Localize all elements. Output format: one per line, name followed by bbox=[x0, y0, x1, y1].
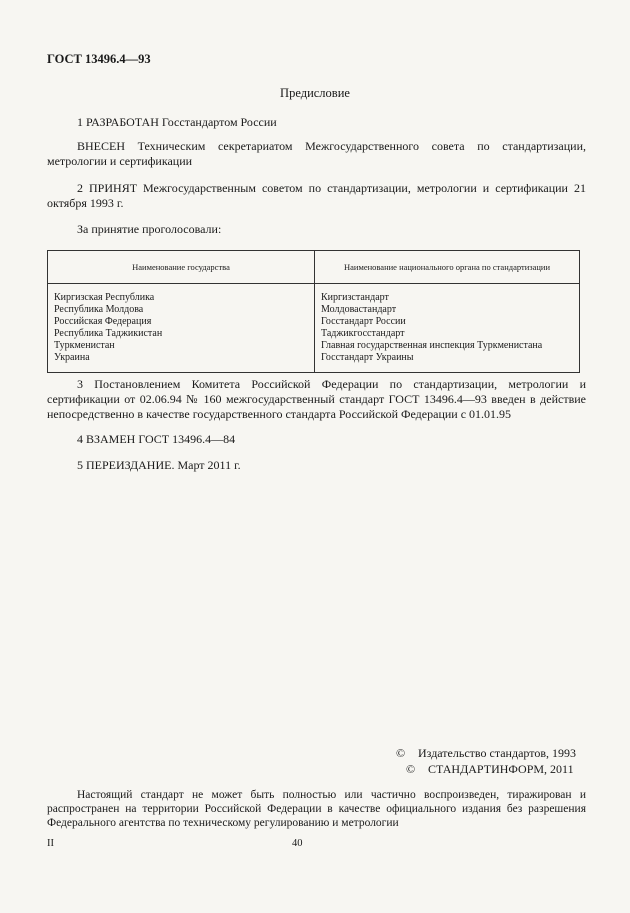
table-row bbox=[48, 284, 580, 373]
list-item: Главная государственная инспекция Туркменистана bbox=[321, 340, 543, 351]
paragraph-developed: 1 РАЗРАБОТАН Госстандартом России bbox=[77, 115, 277, 129]
list-item: Таджикгосстандарт bbox=[321, 328, 405, 339]
copyright-publisher-2011: СТАНДАРТИНФОРМ, 2011 bbox=[428, 762, 574, 776]
page-roman-number: II bbox=[47, 838, 54, 849]
list-item: Республика Молдова bbox=[54, 304, 144, 315]
list-item: Украина bbox=[54, 352, 90, 363]
list-item: Киргизская Республика bbox=[54, 292, 155, 303]
copyright-publisher-1993: Издательство стандартов, 1993 bbox=[418, 746, 576, 760]
document-code: ГОСТ 13496.4—93 bbox=[47, 52, 151, 66]
copyright-icon: © bbox=[396, 746, 406, 760]
bodies-column bbox=[315, 284, 580, 373]
votes-table bbox=[47, 250, 580, 373]
list-item: Республика Таджикистан bbox=[54, 328, 163, 339]
states-column bbox=[48, 284, 315, 373]
paragraph-reissue: 5 ПЕРЕИЗДАНИЕ. Март 2011 г. bbox=[77, 458, 241, 472]
table-header-state: Наименование государства bbox=[48, 251, 315, 284]
paragraph-introduced: ВНЕСЕН Техническим секретариатом Межгосударственного совета по стандартизации, метрологии и сертификации bbox=[47, 139, 586, 168]
page-number: 40 bbox=[292, 838, 303, 849]
list-item: Киргизстандарт bbox=[321, 292, 389, 303]
list-item: Госстандарт Украины bbox=[321, 352, 414, 363]
paragraph-adopted: 2 ПРИНЯТ Межгосударственным советом по стандартизации, метрологии и сертификации 21 октября 1993 г. bbox=[47, 181, 586, 210]
table-header-row bbox=[48, 251, 580, 284]
copyright-icon: © bbox=[406, 762, 416, 776]
list-item: Российская Федерация bbox=[54, 316, 152, 327]
copyright-line-2 bbox=[406, 762, 574, 777]
section-heading: Предисловие bbox=[280, 86, 350, 100]
copyright-line-1 bbox=[396, 746, 576, 761]
reproduction-notice: Настоящий стандарт не может быть полностью или частично воспроизведен, тиражирован и распространен на территории Российской Федерации в качестве официального издания без разрешения Федерального агентства по техническому регулированию и метрологии bbox=[47, 789, 586, 829]
paragraph-replaces: 4 ВЗАМЕН ГОСТ 13496.4—84 bbox=[77, 432, 236, 446]
list-item: Молдовастандарт bbox=[321, 304, 397, 315]
table-header-body: Наименование национального органа по стандартизации bbox=[315, 251, 580, 284]
list-item: Туркменистан bbox=[54, 340, 115, 351]
vote-intro: За принятие проголосовали: bbox=[77, 222, 222, 236]
list-item: Госстандарт России bbox=[321, 316, 406, 327]
paragraph-resolution: 3 Постановлением Комитета Российской Федерации по стандартизации, метрологии и сертификации от 02.06.94 № 160 межгосударственный стандарт ГОСТ 13496.4—93 введен в действие непосредственно в качестве государственного стандарта Российской Федерации с 01.01.95 bbox=[47, 377, 586, 421]
